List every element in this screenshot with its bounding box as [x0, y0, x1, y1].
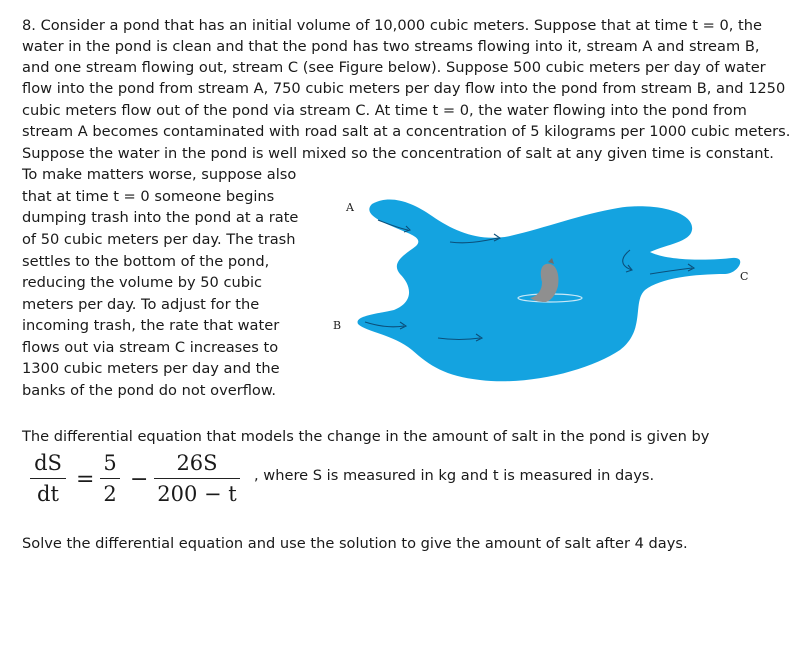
wrapped-line-8: incoming trash, the rate that water	[22, 317, 280, 334]
wrapped-line-2: that at time t = 0 someone begins	[22, 188, 275, 205]
question-text: Solve the differential equation and use the solution to give the amount of salt after 4 days.	[22, 535, 688, 552]
fraction-numerator: 5	[103, 451, 117, 475]
fraction-denominator: 200 − t	[157, 482, 237, 506]
fraction-denominator: dt	[37, 482, 59, 506]
wrapped-line-3: dumping trash into the pond at a rate	[22, 209, 299, 226]
problem-line-1: 8. Consider a pond that has an initial volume of 10,000 cubic meters. Suppose that at time t = 0, the	[22, 17, 762, 34]
equation-intro: The differential equation that models the change in the amount of salt in the pond is given by	[22, 428, 710, 445]
wrapped-line-4: of 50 cubic meters per day. The trash	[22, 231, 296, 248]
pond-figure	[320, 190, 770, 390]
fraction-bar	[100, 478, 120, 479]
stream-label-c: C	[740, 270, 749, 283]
fraction-numerator: dS	[34, 451, 62, 475]
problem-line-6: stream A becomes contaminated with road salt at a concentration of 5 kilograms per 1000 cubic meters.	[22, 123, 791, 140]
wrapped-line-9: flows out via stream C increases to	[22, 339, 279, 356]
problem-line-7: Suppose the water in the pond is well mixed so the concentration of salt at any given time is constant.	[22, 145, 774, 162]
equation-units-note: , where S is measured in kg and t is measured in days.	[254, 467, 655, 484]
fraction-bar	[30, 478, 66, 479]
fraction-26S	[154, 450, 240, 507]
equals-sign: =	[76, 467, 95, 492]
wrapped-line-7: meters per day. To adjust for the	[22, 296, 260, 313]
wrapped-line-11: banks of the pond do not overflow.	[22, 382, 277, 399]
minus-sign: −	[130, 467, 149, 492]
problem-line-2: water in the pond is clean and that the pond has two streams flowing into it, stream A and stream B,	[22, 38, 760, 55]
fraction-bar	[154, 478, 240, 479]
fraction-denominator: 2	[103, 482, 117, 506]
problem-line-5: cubic meters flow out of the pond via stream C. At time t = 0, the water flowing into the pond from	[22, 102, 747, 119]
problem-line-4: flow into the pond from stream A, 750 cubic meters per day flow into the pond from stream B, and 1250	[22, 80, 786, 97]
fraction-5-2	[100, 450, 120, 507]
differential-equation	[30, 450, 730, 520]
wrapped-line-6: reducing the volume by 50 cubic	[22, 274, 263, 291]
wrapped-line-5: settles to the bottom of the pond,	[22, 253, 270, 270]
stream-label-a: A	[346, 201, 354, 214]
wrapped-line-10: 1300 cubic meters per day and the	[22, 360, 280, 377]
wrapped-line-1: To make matters worse, suppose also	[22, 166, 297, 183]
problem-line-3: and one stream flowing out, stream C (see Figure below). Suppose 500 cubic meters per day of water	[22, 59, 766, 76]
fraction-numerator: 26S	[176, 451, 218, 475]
stream-label-b: B	[333, 319, 342, 332]
fraction-dS-dt	[30, 450, 66, 507]
